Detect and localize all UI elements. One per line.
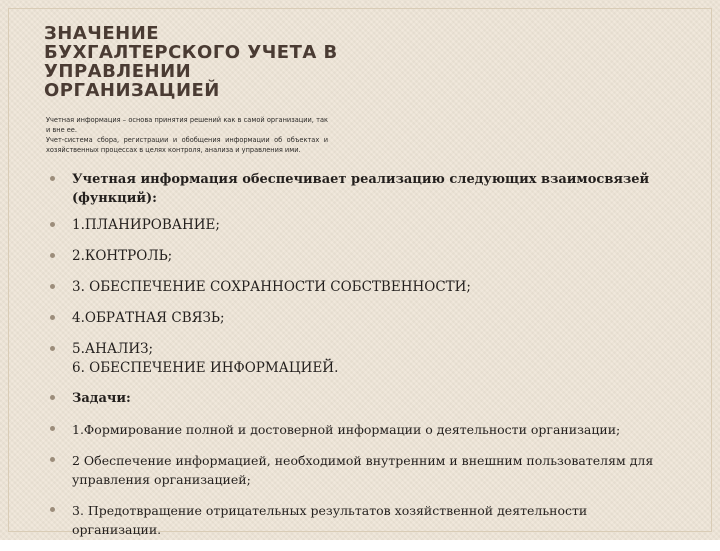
list-item-analysis (46, 340, 676, 378)
list-item-text: 5.АНАЛИЗ; (72, 341, 154, 357)
intro-text (46, 115, 328, 155)
bullet-marker-icon (50, 284, 55, 289)
list-item-task-2 (46, 451, 676, 489)
title-line: ОРГАНИЗАЦИЕЙ (44, 80, 220, 101)
bullet-marker-icon (50, 457, 55, 462)
list-item-text: 1.ПЛАНИРОВАНИЕ; (72, 217, 220, 233)
list-item-text: 3. Предотвращение отрицательных результатов хозяйственной деятельности организации. (72, 503, 588, 537)
list-item-text: 3. ОБЕСПЕЧЕНИЕ СОХРАННОСТИ СОБСТВЕННОСТИ; (72, 279, 471, 295)
bullet-marker-icon (50, 507, 55, 512)
list-item-text: 2 Обеспечение информацией, необходимой внутренним и внешним пользователям для управления организацией; (72, 453, 654, 487)
bullet-marker-icon (50, 395, 55, 400)
list-item-text: 4.ОБРАТНАЯ СВЯЗЬ; (72, 310, 225, 326)
list-item-task-1 (46, 420, 676, 439)
slide-title (44, 24, 344, 100)
bullet-marker-icon (50, 222, 55, 227)
bullet-list (46, 170, 676, 551)
list-item-text: Задачи: (72, 391, 131, 406)
list-item-task-3 (46, 501, 676, 539)
list-item-text: Учетная информация обеспечивает реализацию следующих взаимосвязей (функций): (72, 172, 650, 206)
list-item-property-safety (46, 278, 676, 297)
list-item-text: 6. ОБЕСПЕЧЕНИЕ ИНФОРМАЦИЕЙ. (72, 360, 339, 376)
intro-paragraph: Учет-система сбора, регистрации и обобщения информации об объектах и хозяйственных процессах в целях контроля, анализа и управления ими. (46, 136, 328, 154)
list-item-control (46, 247, 676, 266)
list-item-text: 1.Формирование полной и достоверной информации о деятельности организации; (72, 422, 621, 437)
list-item-feedback (46, 309, 676, 328)
list-item-tasks-heading (46, 389, 676, 408)
bullet-marker-icon (50, 346, 55, 351)
title-line: ЗНАЧЕНИЕ (44, 23, 160, 44)
bullet-marker-icon (50, 315, 55, 320)
list-item-functions-heading (46, 170, 676, 208)
list-item-text: 2.КОНТРОЛЬ; (72, 248, 173, 264)
bullet-marker-icon (50, 176, 55, 181)
intro-paragraph: Учетная информация – основа принятия решений как в самой организации, так и вне ее. (46, 116, 328, 134)
list-item-planning (46, 216, 676, 235)
bullet-marker-icon (50, 253, 55, 258)
title-line: УПРАВЛЕНИИ (44, 61, 192, 82)
bullet-marker-icon (50, 426, 55, 431)
title-line: БУХГАЛТЕРСКОГО УЧЕТА В (44, 42, 338, 63)
